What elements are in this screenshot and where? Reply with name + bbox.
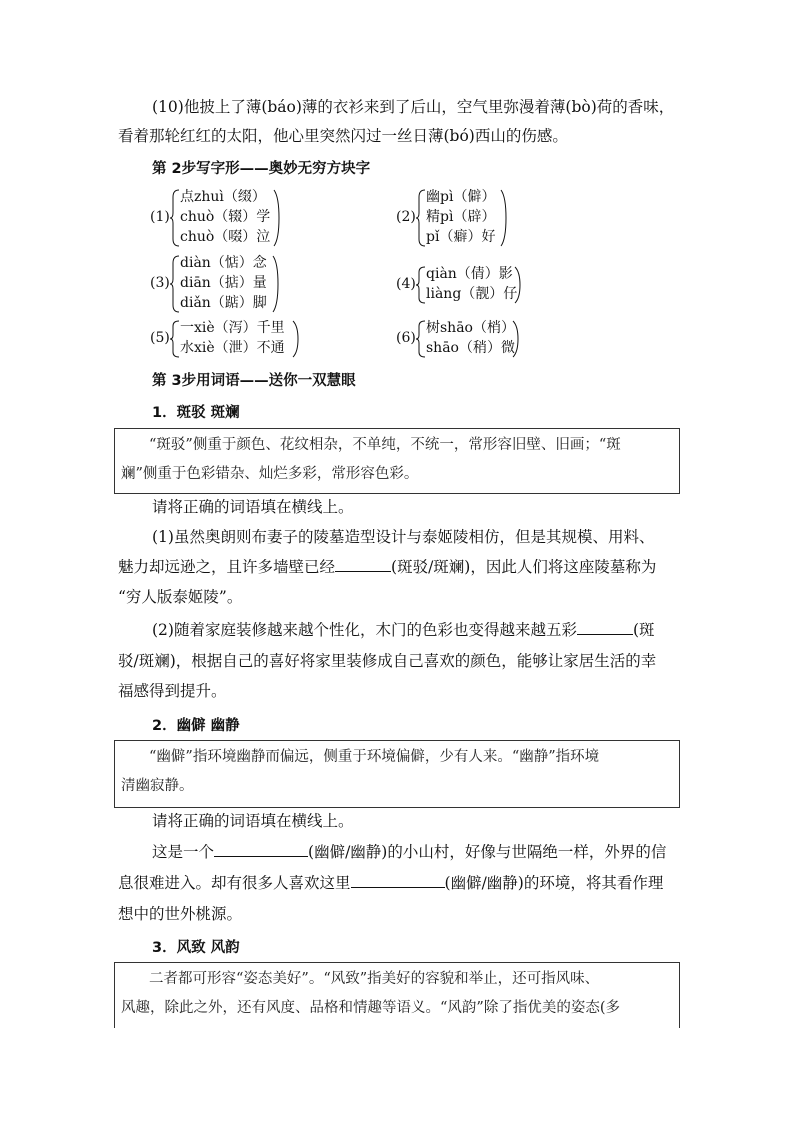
group-lines	[426, 187, 495, 247]
group-lines	[426, 318, 515, 358]
group-line: shāo（稍）微	[426, 340, 515, 356]
left-brace-icon	[170, 255, 180, 313]
text-segment: (斑驳/斑斓)，因此人们将这座陵墓称为	[391, 558, 657, 576]
section-3-title: 3．风致 风韵	[152, 940, 240, 956]
s1-q2-line-3: 福感得到提升。	[118, 682, 227, 700]
char-group-1	[150, 187, 280, 249]
group-line: liàng（靓）仔	[426, 286, 518, 302]
step2-title: 第 2步写字形——奥妙无穷方块字	[152, 161, 371, 177]
group-lines	[180, 187, 270, 247]
section-2-instruction: 请将正确的词语填在横线上。	[152, 812, 354, 830]
text-segment: (2)随着家庭装修越来越个性化，木门的色彩也变得越来越五彩	[152, 621, 577, 639]
text-segment: 这是一个	[152, 843, 215, 861]
text-segment: (斑	[632, 621, 655, 639]
left-brace-icon	[416, 189, 426, 247]
section-1-note-box	[114, 428, 680, 494]
intro-line-2: 看着那轮红红的太阳，他心里突然闪过一丝日薄(bó)西山的伤感。	[118, 127, 568, 145]
fill-blank[interactable]	[335, 557, 391, 572]
group-line: diān（掂）量	[180, 275, 267, 291]
left-brace-icon	[170, 189, 180, 247]
s1-q1-line-1: (1)虽然奥朗则布妻子的陵墓造型设计与泰姬陵相仿，但是其规模、用料、	[152, 528, 655, 546]
text-segment: (幽僻/幽静)的环境，将其看作理	[444, 874, 664, 892]
s1-q1-line-2	[118, 557, 684, 578]
step3-title: 第 3步用词语——送你一双慧眼	[152, 373, 356, 389]
note-line: “斑驳”侧重于颜色、花纹相杂，不单纯，不统一，常形容旧壁、旧画；“斑	[149, 437, 621, 453]
left-brace-icon	[170, 320, 180, 358]
group-number: (2)	[396, 209, 416, 225]
group-number: (3)	[150, 275, 170, 291]
note-line: 二者都可形容“姿态美好”。“风致”指美好的容貌和举止，还可指风味、	[149, 971, 600, 987]
group-line: 点zhuì（缀）	[180, 189, 266, 205]
left-brace-icon	[416, 320, 426, 358]
group-line: pǐ（癖）好	[426, 229, 496, 245]
group-line: 精pì（辟）	[426, 209, 496, 225]
group-line: qiàn（倩）影	[426, 266, 513, 282]
s1-q2-line-2: 驳/斑斓)，根据自己的喜好将家里装修成自己喜欢的颜色，能够让家居生活的幸	[118, 652, 657, 670]
group-line: 树shāo（梢）	[426, 320, 515, 336]
right-bracket-icon	[514, 266, 522, 304]
note-line: 斓”侧重于色彩错杂、灿烂多彩，常形容色彩。	[121, 466, 419, 482]
note-line: 清幽寂静。	[121, 778, 194, 794]
section-2-title: 2．幽僻 幽静	[152, 718, 240, 734]
group-lines	[426, 264, 517, 304]
char-group-6	[396, 318, 526, 360]
char-group-3	[150, 253, 280, 315]
s1-q1-line-3: “穷人版泰姬陵”。	[118, 588, 243, 606]
s2-q-line-2	[118, 873, 684, 894]
text-segment: 魅力却远逊之，且许多墙壁已经	[118, 558, 336, 576]
fill-blank[interactable]	[577, 620, 633, 635]
char-group-4	[396, 264, 526, 306]
right-bracket-icon	[272, 255, 280, 313]
group-lines	[180, 318, 285, 358]
group-line: 水xiè（泄）不通	[180, 340, 285, 356]
right-bracket-icon	[273, 189, 281, 247]
section-3-note-box	[114, 962, 680, 1028]
s2-q-line-1	[152, 842, 718, 863]
left-brace-icon	[416, 266, 426, 304]
s2-q-line-3: 想中的世外桃源。	[118, 905, 243, 923]
note-line: 风趣，除此之外，还有风度、品格和情趣等语义。“风韵”除了指优美的姿态(多	[121, 1000, 620, 1016]
right-bracket-icon	[292, 320, 300, 358]
section-2-note-box	[114, 740, 680, 808]
char-group-5	[150, 318, 300, 360]
right-bracket-icon	[512, 320, 520, 358]
intro-line-1: (10)他披上了薄(báo)薄的衣衫来到了后山，空气里弥漫着薄(bò)荷的香味，	[152, 98, 675, 116]
group-number: (1)	[150, 209, 170, 225]
right-bracket-icon	[500, 189, 508, 247]
group-number: (4)	[396, 276, 416, 292]
text-segment: 息很难进入。却有很多人喜欢这里	[118, 874, 351, 892]
group-line: diàn（惦）念	[180, 255, 267, 271]
fill-blank[interactable]	[214, 842, 308, 857]
group-number: (6)	[396, 330, 416, 346]
group-line: chuò（啜）泣	[180, 229, 271, 245]
section-1-instruction: 请将正确的词语填在横线上。	[152, 498, 354, 516]
group-line: 幽pì（僻）	[426, 189, 496, 205]
s1-q2-line-1	[152, 620, 718, 641]
group-line: chuò（辍）学	[180, 209, 271, 225]
note-line: “幽僻”指环境幽静而偏远，侧重于环境偏僻，少有人来。“幽静”指环境	[149, 749, 600, 765]
group-line: 一xiè（泻）千里	[180, 320, 285, 336]
char-group-2	[396, 187, 516, 249]
section-1-title: 1．斑驳 斑斓	[152, 405, 240, 421]
fill-blank[interactable]	[351, 873, 445, 888]
group-lines	[180, 253, 267, 313]
group-line: diǎn（踮）脚	[180, 295, 267, 311]
text-segment: (幽僻/幽静)的小山村，好像与世隔绝一样，外界的信	[308, 843, 667, 861]
group-number: (5)	[150, 330, 170, 346]
